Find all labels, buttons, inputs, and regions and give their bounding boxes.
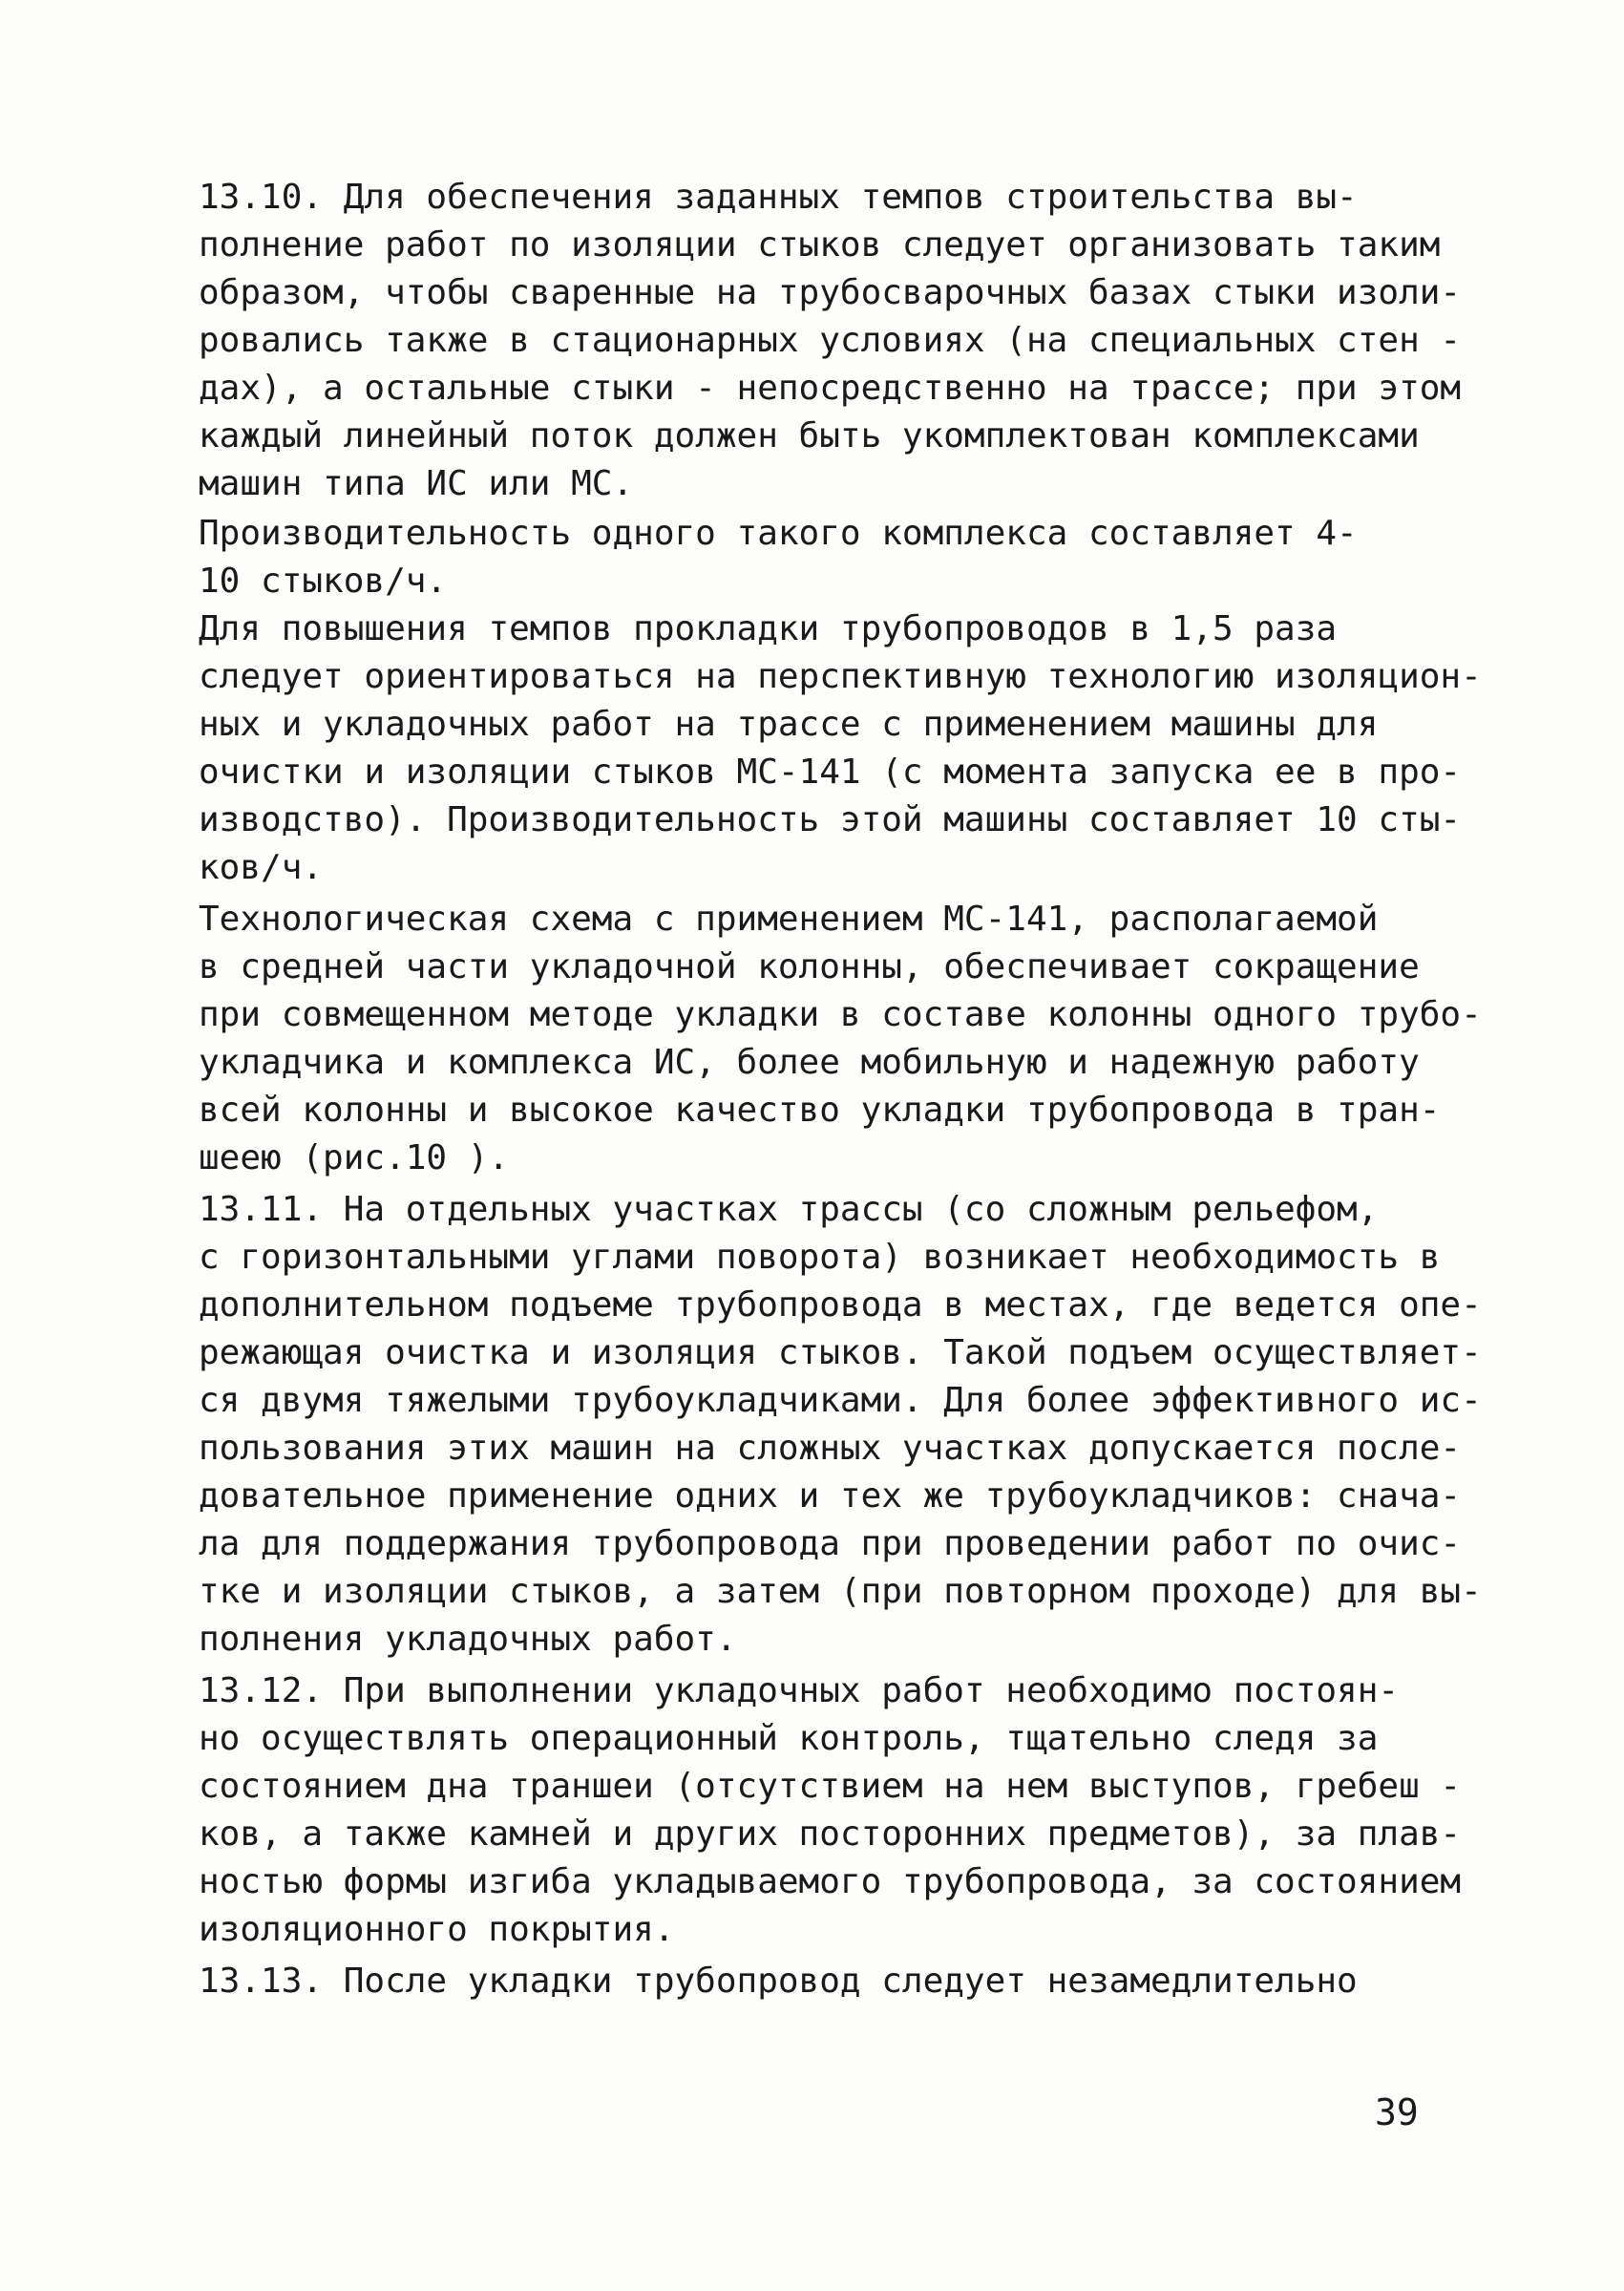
text-line: полнение работ по изоляции стыков следует организовать таким [199, 225, 1441, 265]
text-line: 10 стыков/ч. [199, 562, 448, 601]
text-line: ных и укладочных работ на трассе с применением машины для [199, 705, 1379, 744]
text-line: ровались также в стационарных условиях (на специальных стен - [199, 321, 1462, 360]
text-line: состоянием дна траншеи (отсутствием на нем выступов, гребеш - [199, 1767, 1462, 1806]
text-line: довательное применение одних и тех же трубоукладчиков: снача- [199, 1476, 1462, 1516]
text-line: пользования этих машин на сложных участках допускается после- [199, 1429, 1462, 1468]
text-line: следует ориентироваться на перспективную технологию изоляцион- [199, 657, 1482, 696]
text-line: с горизонтальными углами поворота) возникает необходимость в [199, 1238, 1441, 1277]
text-line: 13.11. На отдельных участках трассы (со сложным рельефом, [199, 1190, 1379, 1229]
text-line: ностью формы изгиба укладываемого трубопровода, за состоянием [199, 1862, 1462, 1901]
text-line: каждый линейный поток должен быть укомплектован комплексами [199, 416, 1420, 456]
text-line: 13.12. При выполнении укладочных работ необходимо постоян- [199, 1671, 1400, 1710]
text-line: дополнительном подъеме трубопровода в местах, где ведется опе- [199, 1285, 1482, 1325]
text-line: изоляционного покрытия. [199, 1910, 675, 1949]
page-number: 39 [1375, 2091, 1419, 2133]
text-line: машин типа ИС или МС. [199, 464, 634, 503]
text-line: Для повышения темпов прокладки трубопроводов в 1,5 раза [199, 609, 1338, 648]
text-line: изводство). Производительность этой машины составляет 10 сты- [199, 800, 1462, 839]
text-line: 13.13. После укладки трубопровод следует незамедлительно [199, 1962, 1358, 2001]
text-line: дах), а остальные стыки - непосредственно на трассе; при этом [199, 369, 1462, 408]
text-line: Технологическая схема с применением МС-141, располагаемой [199, 900, 1379, 939]
text-line: полнения укладочных работ. [199, 1620, 737, 1659]
text-line: ков, а также камней и других посторонних предметов), за плав- [199, 1814, 1462, 1854]
text-line: шеею (рис.10 ). [199, 1138, 510, 1177]
text-line: ся двумя тяжелыми трубоукладчиками. Для более эффективного ис- [199, 1381, 1482, 1420]
text-line: но осуществлять операционный контроль, тщательно следя за [199, 1719, 1379, 1758]
text-line: всей колонны и высокое качество укладки трубопровода в тран- [199, 1091, 1441, 1130]
text-line: режающая очистка и изоляция стыков. Такой подъем осуществляет- [199, 1333, 1482, 1372]
text-line: очистки и изоляции стыков МС-141 (с момента запуска ее в про- [199, 753, 1462, 792]
text-line: в средней части укладочной колонны, обеспечивает сокращение [199, 947, 1420, 986]
text-line: тке и изоляции стыков, а затем (при повторном проходе) для вы- [199, 1572, 1482, 1611]
text-line: ла для поддержания трубопровода при проведении работ по очис- [199, 1524, 1462, 1563]
text-line: укладчика и комплекса ИС, более мобильную и надежную работу [199, 1043, 1420, 1082]
text-line: 13.10. Для обеспечения заданных темпов строительства вы- [199, 178, 1358, 217]
text-line: образом, чтобы сваренные на трубосварочных базах стыки изоли- [199, 273, 1462, 312]
text-line: ков/ч. [199, 848, 324, 887]
text-line: при совмещенном методе укладки в составе колонны одного трубо- [199, 995, 1482, 1034]
text-line: Производительность одного такого комплекса составляет 4- [199, 514, 1358, 553]
